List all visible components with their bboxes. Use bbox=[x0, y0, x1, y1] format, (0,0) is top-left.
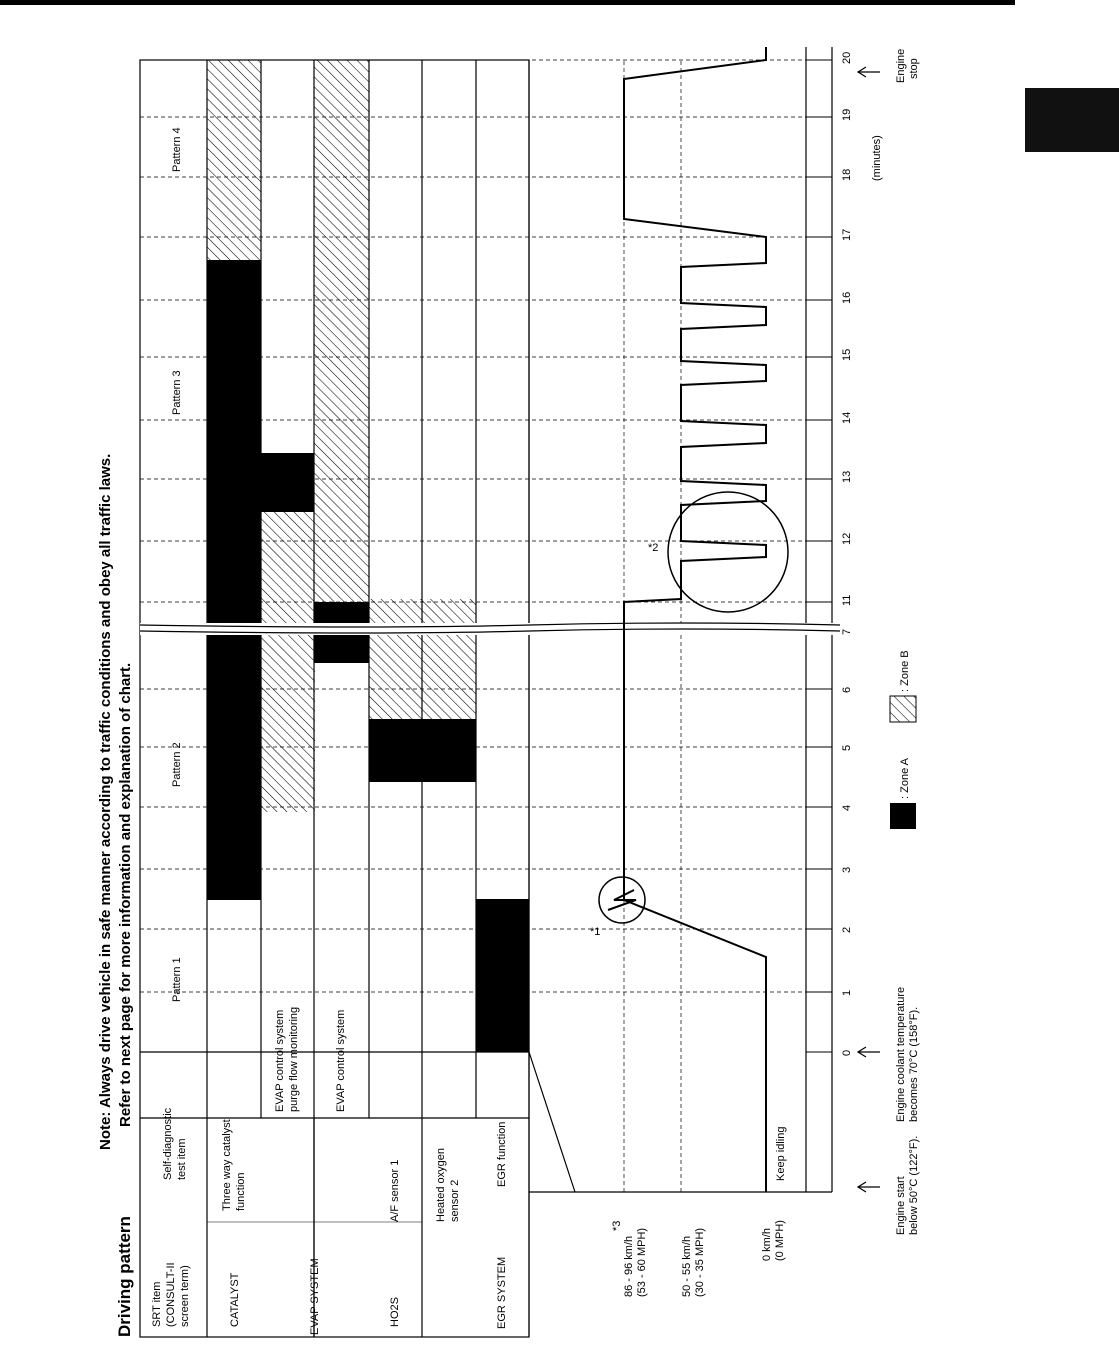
row-egr-item: EGR function bbox=[496, 1121, 508, 1187]
speed-zero-kmh: 0 km/h bbox=[761, 1227, 773, 1261]
section-tab bbox=[1025, 88, 1119, 152]
speed-profile-line bbox=[624, 47, 766, 1192]
zone-a-catalyst-p2 bbox=[207, 202, 261, 900]
axis-tick-marks bbox=[806, 60, 832, 1052]
legend-zone-a-swatch bbox=[890, 803, 916, 829]
legend-zone-b-swatch bbox=[890, 696, 916, 722]
time-tick-label: 16 bbox=[841, 291, 853, 304]
zone-a-egr bbox=[476, 899, 529, 1052]
note-line-1: Note: Always drive vehicle in safe manner according to traffic conditions and obey all traffic laws. bbox=[97, 453, 114, 1150]
zone-b-af-sensor bbox=[369, 599, 422, 719]
axis-footnotes bbox=[858, 49, 920, 1235]
row-egr-srt: EGR SYSTEM bbox=[496, 1256, 508, 1329]
minutes-label: (minutes) bbox=[871, 135, 883, 181]
zone-b-evap-purge bbox=[261, 509, 315, 812]
engine-stop-line-2: stop bbox=[908, 58, 920, 79]
zone-fills bbox=[207, 60, 529, 1052]
engine-coolant-line-2: becomes 70°C (158°F). bbox=[908, 1006, 920, 1122]
zone-b-ho2s2 bbox=[422, 599, 476, 719]
self-diag-header-line-2: test item bbox=[176, 1138, 188, 1180]
time-tick-label: 17 bbox=[841, 228, 853, 241]
row-catalyst-item-1: Three way catalyst bbox=[221, 1119, 233, 1211]
time-tick-label: 18 bbox=[841, 168, 853, 181]
time-tick-label: 0 bbox=[841, 1049, 853, 1056]
time-tick-label: 7 bbox=[841, 628, 853, 635]
engine-start-line-2: below 50°C (122°F). bbox=[908, 1135, 920, 1235]
row-ho2s2-item-2: sensor 2 bbox=[449, 1179, 461, 1222]
zone-a-catalyst-p3 bbox=[207, 600, 261, 617]
table-rows bbox=[221, 1007, 508, 1335]
row-evap-purge-item-2: purge flow monitoring bbox=[288, 1006, 300, 1112]
zone-b-evap-control bbox=[314, 60, 369, 602]
row-ho2s-srt: HO2S bbox=[389, 1297, 401, 1327]
engine-stop-line-1: Engine bbox=[895, 48, 907, 83]
speed-mid-kmh: 50 - 55 km/h bbox=[681, 1235, 693, 1297]
row-catalyst-srt: CATALYST bbox=[229, 1272, 241, 1327]
pattern-3-header: Pattern 3 bbox=[171, 370, 183, 415]
note2-label: *2 bbox=[648, 542, 659, 554]
time-tick-label: 19 bbox=[841, 108, 853, 121]
note1-label: *1 bbox=[590, 926, 601, 938]
self-diag-header-line-1: Self-diagnostic bbox=[162, 1107, 174, 1180]
time-tick-label: 14 bbox=[841, 411, 853, 424]
time-tick-label: 1 bbox=[841, 989, 853, 996]
rotated-chart bbox=[97, 47, 920, 1337]
pattern-1-header: Pattern 1 bbox=[171, 957, 183, 1002]
keep-idling-label: Keep idling bbox=[775, 1126, 787, 1181]
speed-high-mph: (53 - 60 MPH) bbox=[636, 1227, 648, 1297]
time-tick-label: 6 bbox=[841, 686, 853, 693]
row-catalyst-item-2: function bbox=[235, 1172, 247, 1211]
legend-zone-a-label: : Zone A bbox=[899, 758, 911, 799]
time-tick-label: 15 bbox=[841, 348, 853, 361]
pattern-2-header: Pattern 2 bbox=[171, 742, 183, 787]
speed-mid-mph: (30 - 35 MPH) bbox=[694, 1227, 706, 1297]
speed-zero-mph: (0 MPH) bbox=[774, 1220, 786, 1261]
top-rule bbox=[0, 0, 1015, 5]
srt-header-line-1: SRT item bbox=[151, 1281, 163, 1327]
engine-coolant-line-1: Engine coolant temperature bbox=[895, 986, 907, 1122]
row-evap-srt: EVAP SYSTEM bbox=[309, 1258, 321, 1335]
note-line-2: Refer to next page for more information and explanation of chart. bbox=[117, 662, 134, 1127]
time-tick-label: 12 bbox=[841, 532, 853, 545]
zone-a-ho2s2 bbox=[422, 719, 476, 782]
speed-labels bbox=[611, 1127, 787, 1297]
time-tick-label: 4 bbox=[841, 804, 853, 811]
legend bbox=[890, 650, 916, 829]
srt-header-line-3: screen term) bbox=[179, 1265, 191, 1327]
time-tick-label: 20 bbox=[841, 51, 853, 64]
row-af-sensor-item: A/F sensor 1 bbox=[389, 1159, 401, 1222]
zone-a-evap-purge bbox=[261, 453, 315, 512]
time-tick-label: 3 bbox=[841, 866, 853, 873]
time-tick-label: 11 bbox=[841, 594, 853, 606]
axis-break bbox=[140, 623, 840, 635]
zone-b-catalyst bbox=[207, 60, 261, 260]
srt-header-line-2: (CONSULT-II bbox=[165, 1262, 177, 1327]
legend-zone-b-label: : Zone B bbox=[899, 650, 911, 692]
page-title: Driving pattern bbox=[115, 1216, 134, 1337]
time-tick-label: 2 bbox=[841, 926, 853, 933]
note1-zigzag-icon bbox=[608, 890, 636, 910]
time-tick-label: 13 bbox=[841, 470, 853, 483]
note2-circle bbox=[668, 492, 788, 612]
zone-a-af-sensor bbox=[369, 719, 422, 782]
speed-plot-frame bbox=[529, 47, 832, 1192]
speed-high-kmh: 86 - 96 km/h bbox=[623, 1235, 635, 1297]
row-ho2s2-item-1: Heated oxygen bbox=[435, 1148, 447, 1222]
time-axis-labels bbox=[841, 52, 853, 1056]
pattern-4-header: Pattern 4 bbox=[171, 127, 183, 172]
row-evap-purge-item-1: EVAP control system bbox=[274, 1009, 286, 1112]
note3-label: *3 bbox=[611, 1220, 623, 1231]
row-evap-control-item: EVAP control system bbox=[335, 1009, 347, 1112]
table-header bbox=[151, 127, 191, 1327]
time-tick-label: 5 bbox=[841, 744, 853, 751]
engine-start-line-1: Engine start bbox=[895, 1176, 907, 1235]
